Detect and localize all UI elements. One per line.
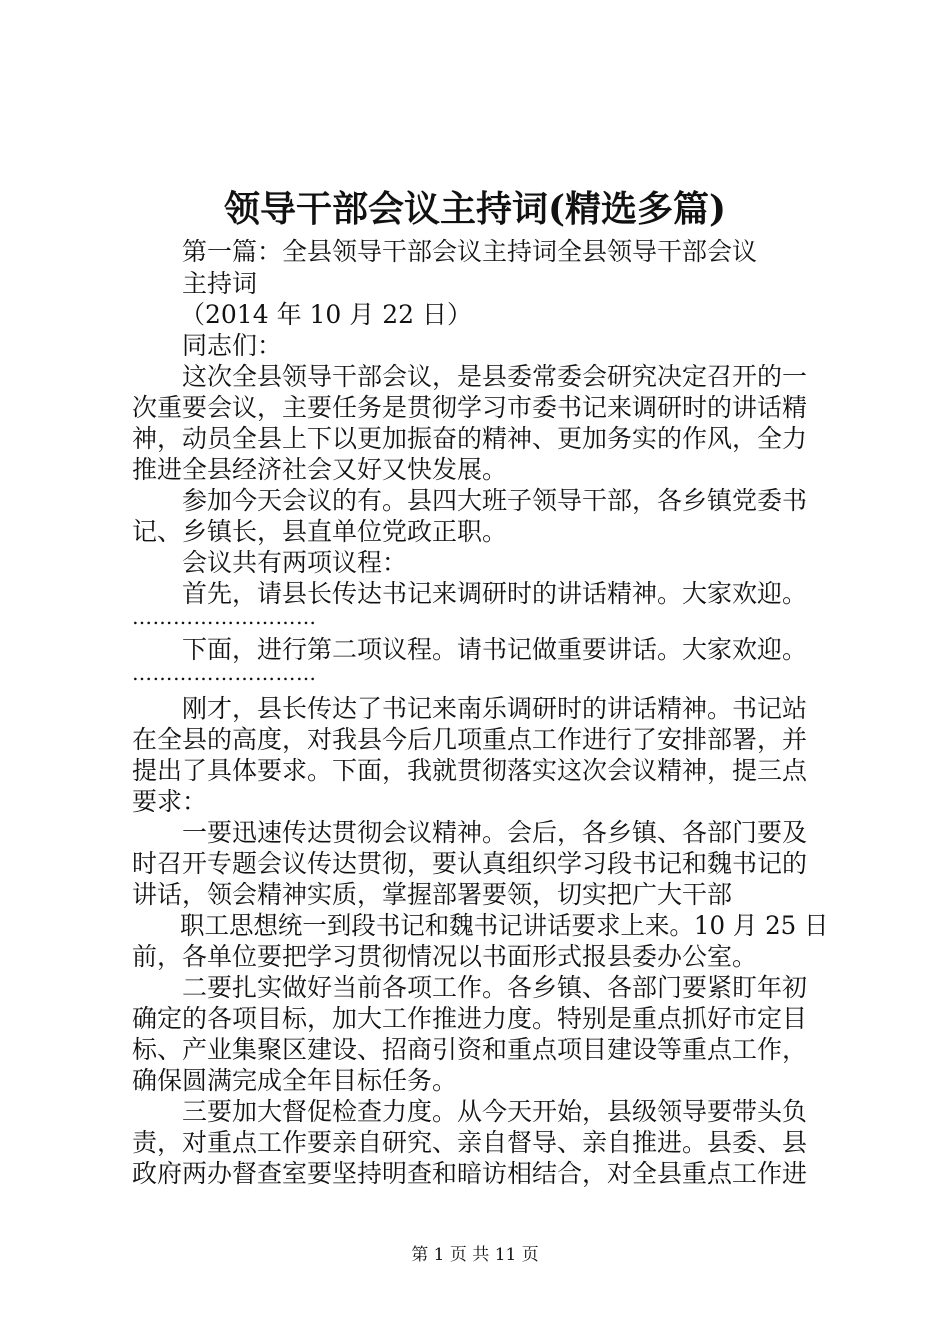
paragraph-line: 三要加大督促检查力度。从今天开始，县级领导要带头负: [182, 1097, 808, 1126]
paragraph-line: 首先，请县长传达书记来调研时的讲话精神。大家欢迎。: [182, 579, 808, 608]
paragraph-line: 下面，进行第二项议程。请书记做重要讲话。大家欢迎。: [182, 635, 808, 664]
paragraph-line: 次重要会议，主要任务是贯彻学习市委书记来调研时的讲话精: [132, 393, 808, 422]
paragraph-line: 刚才，县长传达了书记来南乐调研时的讲话精神。书记站: [182, 694, 808, 723]
paragraph-line: 会议共有两项议程：: [182, 548, 408, 577]
ellipsis-line: ………………………: [132, 605, 317, 629]
paragraph-line: 提出了具体要求。下面，我就贯彻落实这次会议精神，提三点: [132, 756, 808, 785]
paragraph-line: 讲话，领会精神实质，掌握部署要领，切实把广大干部: [132, 880, 733, 909]
date-line: （2014 年 10 月 22 日）: [180, 300, 472, 329]
chapter-heading-line1: 第一篇：全县领导干部会议主持词全县领导干部会议: [182, 237, 758, 266]
paragraph-line: 时召开专题会议传达贯彻，要认真组织学习段书记和魏书记的: [132, 849, 808, 878]
ellipsis-line: ………………………: [132, 661, 317, 685]
paragraph-line: 标、产业集聚区建设、招商引资和重点项目建设等重点工作，: [132, 1035, 808, 1064]
chapter-heading-line2: 主持词: [182, 269, 258, 298]
salutation: 同志们：: [182, 331, 283, 360]
paragraph-line: 确保圆满完成全年目标任务。: [132, 1066, 458, 1095]
paragraph-line: 参加今天会议的有。县四大班子领导干部，各乡镇党委书: [182, 486, 808, 515]
page-number-footer: 第 1 页 共 11 页: [411, 1245, 539, 1265]
document-title: 领导干部会议主持词(精选多篇): [223, 188, 727, 230]
paragraph-line: 记、乡镇长，县直单位党政正职。: [132, 517, 508, 546]
paragraph-line: 一要迅速传达贯彻会议精神。会后，各乡镇、各部门要及: [182, 818, 808, 847]
paragraph-line: 在全县的高度，对我县今后几项重点工作进行了安排部署，并: [132, 725, 808, 754]
paragraph-line: 确定的各项目标，加大工作推进力度。特别是重点抓好市定目: [132, 1004, 808, 1033]
paragraph-line: 责，对重点工作要亲自研究、亲自督导、亲自推进。县委、县: [132, 1128, 808, 1157]
paragraph-line: 要求：: [132, 787, 208, 816]
paragraph-line: 二要扎实做好当前各项工作。各乡镇、各部门要紧盯年初: [182, 973, 808, 1002]
paragraph-line: 这次全县领导干部会议，是县委常委会研究决定召开的一: [182, 362, 808, 391]
paragraph-line: 推进全县经济社会又好又快发展。: [132, 455, 508, 484]
paragraph-line: 职工思想统一到段书记和魏书记讲话要求上来。10 月 25 日: [180, 911, 829, 940]
paragraph-line: 前，各单位要把学习贯彻情况以书面形式报县委办公室。: [132, 942, 758, 971]
paragraph-line: 神，动员全县上下以更加振奋的精神、更加务实的作风，全力: [132, 424, 808, 453]
paragraph-line: 政府两办督查室要坚持明查和暗访相结合，对全县重点工作进: [132, 1159, 808, 1188]
